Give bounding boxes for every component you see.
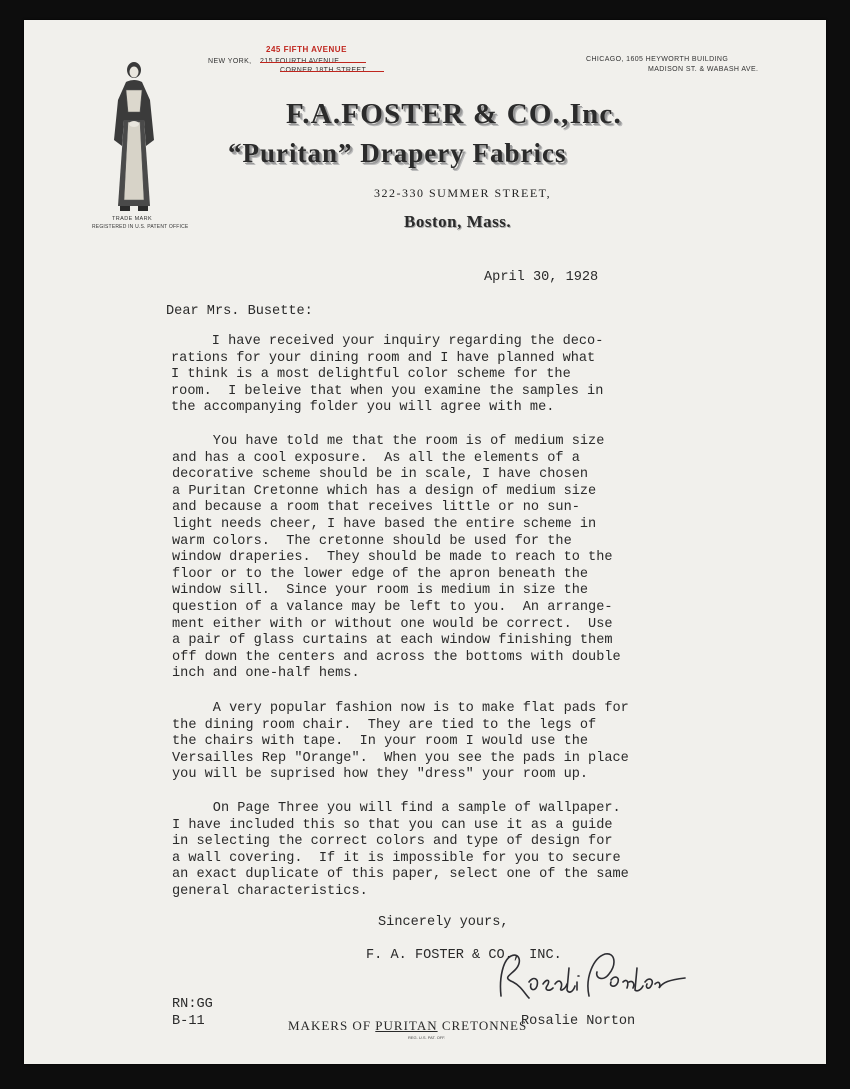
- trademark-registered: REGISTERED IN U.S. PATENT OFFICE: [92, 224, 189, 230]
- makers-brand: PURITAN: [375, 1018, 438, 1033]
- reference-initials: RN:GG: [172, 997, 213, 1012]
- strike-line-1: [260, 62, 366, 63]
- signer-name: Rosalie Norton: [521, 1014, 636, 1029]
- makers-suffix: CRETONNES: [437, 1018, 528, 1033]
- closing: Sincerely yours,: [378, 915, 509, 930]
- paragraph-2: You have told me that the room is of medium size and has a cool exposure. As all the elements of a decorative scheme should be in scale, I have chosen a Puritan Cretonne which has a design of medium size and because a room that receives little or no sun- light needs cheer, I have based the entire scheme in warm colors. The cretonne should be used for the window draperies. They should be made to reach to the floor or to the lower edge of the apron beneath the window sill. Since your room is medium in size the question of a valance may be left to you. An arrange- ment either with or without one would be correct. Use a pair of glass curtains at each window finishing them off down the centers and across the bottoms with double inch and one-half hems.: [172, 434, 621, 682]
- signature-icon: [489, 938, 689, 1008]
- street-address: 322-330 SUMMER STREET,: [374, 186, 552, 200]
- company-name: F.A.FOSTER & CO.,Inc.: [286, 98, 622, 130]
- firm-name: F. A. FOSTER & CO., INC.: [366, 948, 562, 963]
- trademark-label: TRADE MARK: [112, 216, 153, 222]
- paragraph-1: I have received your inquiry regarding the deco- rations for your dining room and I have planned what I think is a most delightful color scheme for the room. I beleive that when you examine the samples in the accompanying folder you will agree with me.: [171, 334, 604, 416]
- letter-paper: [24, 20, 826, 1064]
- reference-code: B-11: [172, 1014, 205, 1029]
- puritan-woman-trademark-icon: [104, 60, 164, 218]
- letter-date: April 30, 1928: [484, 270, 599, 285]
- strike-line-2: [280, 71, 384, 72]
- city-address: Boston, Mass.: [404, 212, 512, 231]
- chicago-address-line1: CHICAGO, 1605 HEYWORTH BUILDING: [586, 56, 729, 63]
- paragraph-3: A very popular fashion now is to make flat pads for the dining room chair. They are tied to the legs of the chairs with tape. In your room I would use the Versailles Rep "Orange". When you see the pads in place you will be suprised how they "dress" your room up.: [172, 701, 629, 783]
- reg-mark: REG. U.S. PAT. OFF.: [408, 1035, 446, 1040]
- makers-footer: [288, 1018, 527, 1034]
- new-address: 245 FIFTH AVENUE: [266, 45, 347, 54]
- salutation: Dear Mrs. Busette:: [166, 304, 313, 319]
- makers-prefix: MAKERS OF: [288, 1018, 376, 1033]
- new-york-label: NEW YORK,: [208, 58, 252, 65]
- chicago-address-line2: MADISON ST. & WABASH AVE.: [648, 66, 759, 73]
- paragraph-4: On Page Three you will find a sample of wallpaper. I have included this so that you can use it as a guide in selecting the correct colors and type of design for a wall covering. If it is impossible for you to secure an exact duplicate of this paper, select one of the same general characteristics.: [172, 801, 629, 899]
- company-subtitle: “Puritan” Drapery Fabrics: [228, 138, 567, 168]
